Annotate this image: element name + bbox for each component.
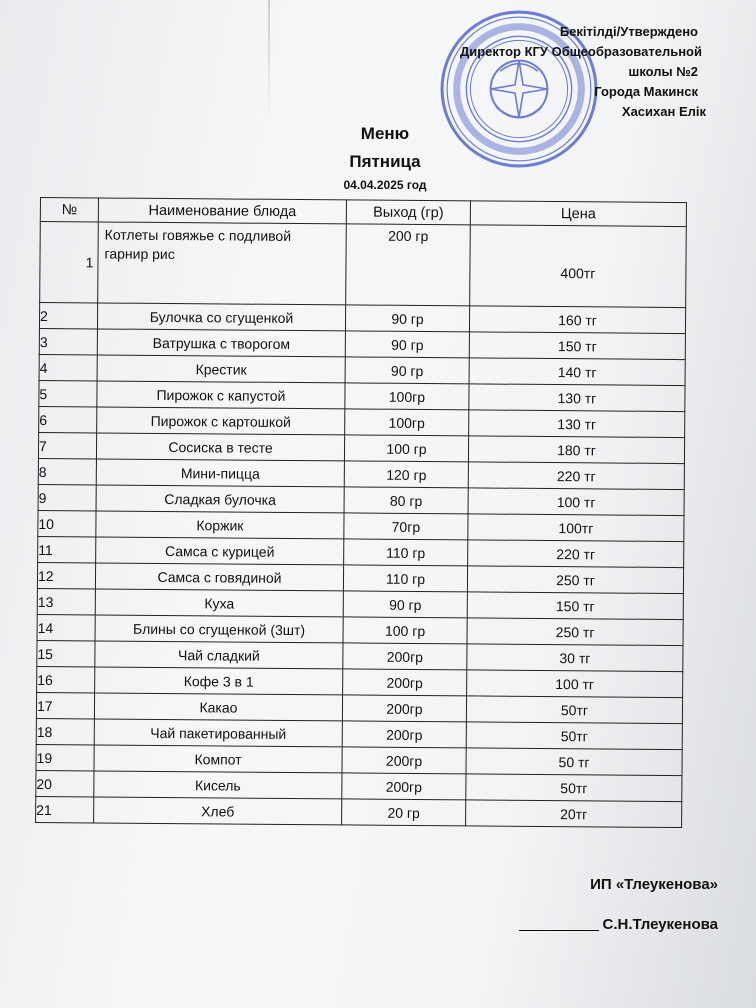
row-number: 17 xyxy=(36,692,94,718)
row-number: 7 xyxy=(38,432,96,458)
menu-date: 04.04.2025 год xyxy=(343,178,427,192)
dish-name: Сладкая булочка xyxy=(96,485,344,513)
column-header-dish: Наименование блюда xyxy=(98,198,346,224)
price: 160 тг xyxy=(469,306,685,334)
dish-name-line: гарнир рис xyxy=(104,245,175,263)
row-number: 11 xyxy=(38,536,96,562)
menu-day: Пятница xyxy=(349,152,421,171)
dish-name-line: Котлеты говяжье с подливой xyxy=(104,226,292,244)
portion-size: 90 гр xyxy=(345,331,469,358)
price: 50тг xyxy=(466,696,682,724)
portion-size: 90 гр xyxy=(345,357,469,384)
dish-name: Блины со сгущенкой (3шт) xyxy=(95,615,343,643)
portion-size: 200 гр xyxy=(346,224,471,306)
price: 130 тг xyxy=(469,410,685,438)
portion-size: 200гр xyxy=(343,669,467,696)
row-number: 12 xyxy=(37,562,95,588)
dish-name: Какао xyxy=(94,693,342,721)
row-number: 15 xyxy=(37,640,95,666)
row-number: 9 xyxy=(38,484,96,510)
dish-name: Ватрушка с творогом xyxy=(97,329,345,357)
portion-size: 200гр xyxy=(342,721,466,748)
approval-line: Хасихан Елік xyxy=(621,104,706,119)
row-number: 6 xyxy=(39,406,97,432)
price: 150 тг xyxy=(467,592,683,620)
dish-name: Коржик xyxy=(96,511,344,539)
dish-name: Хлеб xyxy=(94,797,342,825)
portion-size: 20 гр xyxy=(342,799,466,826)
price: 250 тг xyxy=(467,618,683,646)
portion-size: 200гр xyxy=(342,773,466,800)
company-name: ИП «Тлеукенова» xyxy=(590,876,718,893)
price: 140 тг xyxy=(469,358,685,386)
portion-size: 100 гр xyxy=(344,435,468,462)
price: 100тг xyxy=(468,514,684,542)
menu-table xyxy=(35,197,687,828)
portion-size: 100гр xyxy=(345,383,469,410)
dish-name: Булочка со сгущенкой xyxy=(97,303,345,331)
approval-line: Города Макинск xyxy=(594,84,698,99)
column-header-portion: Выход (гр) xyxy=(346,200,470,225)
dish-name: Пирожок с картошкой xyxy=(97,407,345,435)
table-row xyxy=(40,222,687,308)
approval-block xyxy=(459,22,706,122)
row-number: 8 xyxy=(38,458,96,484)
price: 150 тг xyxy=(469,332,685,360)
row-number: 14 xyxy=(37,614,95,640)
row-number: 16 xyxy=(37,666,95,692)
row-number: 2 xyxy=(39,303,97,329)
dish-name: Кисель xyxy=(94,771,342,799)
row-number: 3 xyxy=(39,328,97,354)
portion-size: 200гр xyxy=(343,643,467,670)
row-number: 18 xyxy=(36,718,94,744)
price: 30 тг xyxy=(467,644,683,672)
dish-name: Кофе 3 в 1 xyxy=(95,667,343,695)
approval-line: Бекітілді/Утверждено xyxy=(559,24,698,39)
price: 220 тг xyxy=(468,540,684,568)
portion-size: 90 гр xyxy=(345,305,469,332)
row-number: 10 xyxy=(38,510,96,536)
dish-name: Самса с курицей xyxy=(96,537,344,565)
row-number: 1 xyxy=(40,222,99,303)
signature-underline xyxy=(519,930,599,931)
column-header-number: № xyxy=(40,198,98,222)
dish-name: Чай сладкий xyxy=(95,641,343,669)
price: 20тг xyxy=(466,800,682,828)
row-number: 19 xyxy=(36,744,94,770)
portion-size: 70гр xyxy=(344,513,468,540)
portion-size: 90 гр xyxy=(343,591,467,618)
portion-size: 200гр xyxy=(342,747,466,774)
signature-line xyxy=(519,916,718,933)
portion-size: 100гр xyxy=(345,409,469,436)
dish-name: Куха xyxy=(95,589,343,617)
portion-size: 120 гр xyxy=(344,461,468,488)
price: 400тг xyxy=(470,225,687,308)
price: 220 тг xyxy=(468,462,684,490)
dish-name xyxy=(98,222,347,305)
price: 100 тг xyxy=(468,488,684,516)
dish-name: Мини-пицца xyxy=(96,459,344,487)
table-row xyxy=(36,796,682,827)
dish-name: Компот xyxy=(94,745,342,773)
approval-line: школы №2 xyxy=(628,64,698,79)
price: 50тг xyxy=(466,774,682,802)
paper-fold-shadow xyxy=(268,0,270,120)
portion-size: 100 гр xyxy=(343,617,467,644)
portion-size: 200гр xyxy=(342,695,466,722)
approval-line: Директор КГУ Общеобразовательной xyxy=(459,44,702,59)
row-number: 21 xyxy=(36,796,94,822)
row-number: 4 xyxy=(39,354,97,380)
column-header-price: Цена xyxy=(470,201,686,227)
price: 130 тг xyxy=(469,384,685,412)
dish-name: Чай пакетированный xyxy=(94,719,342,747)
dish-name: Самса с говядиной xyxy=(95,563,343,591)
menu-title: Меню xyxy=(360,124,410,143)
dish-name: Пирожок с капустой xyxy=(97,381,345,409)
price: 100 тг xyxy=(467,670,683,698)
portion-size: 110 гр xyxy=(343,565,467,592)
row-number: 20 xyxy=(36,770,94,796)
price: 50тг xyxy=(466,722,682,750)
dish-name: Крестик xyxy=(97,355,345,383)
price: 180 тг xyxy=(468,436,684,464)
signer-name: С.Н.Тлеукенова xyxy=(602,916,718,933)
portion-size: 110 гр xyxy=(344,539,468,566)
row-number: 5 xyxy=(39,380,97,406)
price: 250 тг xyxy=(467,566,683,594)
row-number: 13 xyxy=(37,588,95,614)
price: 50 тг xyxy=(466,748,682,776)
dish-name: Сосиска в тесте xyxy=(96,433,344,461)
portion-size: 80 гр xyxy=(344,487,468,514)
